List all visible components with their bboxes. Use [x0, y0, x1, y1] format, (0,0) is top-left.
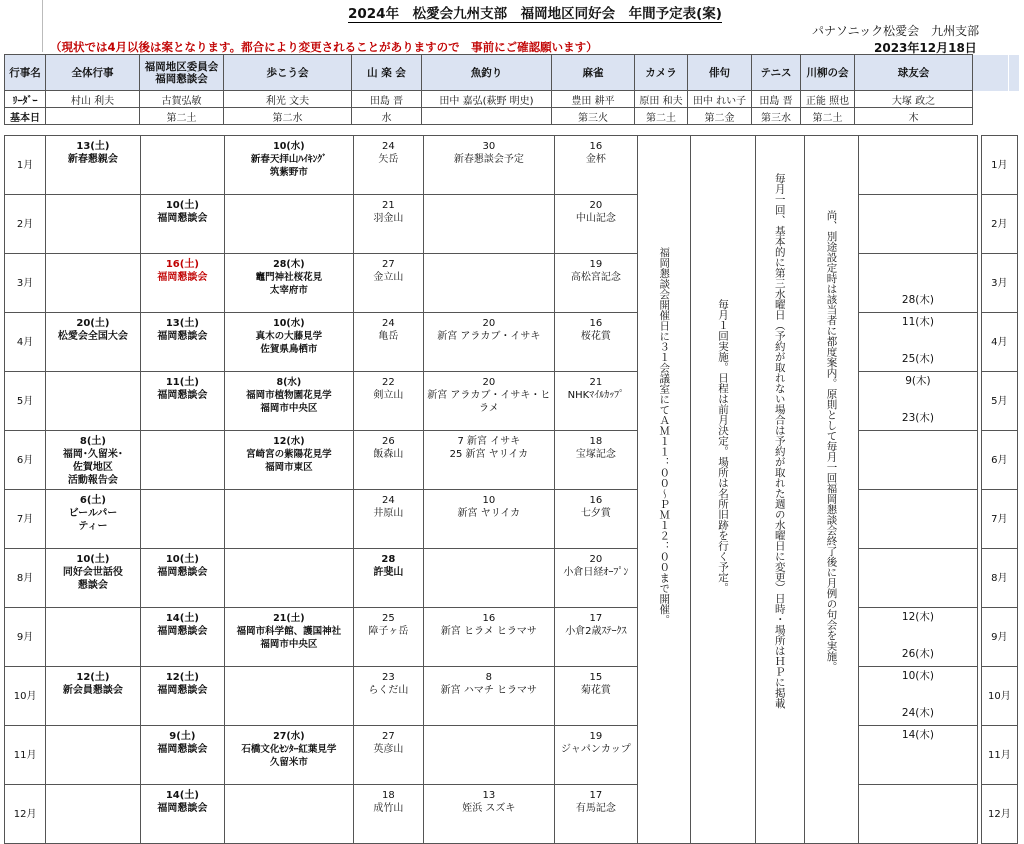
cell-kyuyu [859, 136, 978, 195]
kyuyu-dates [859, 785, 977, 843]
kyuyu-dates [859, 195, 977, 253]
month-label: 3月 [5, 254, 46, 313]
schedule-body-table [4, 135, 1018, 844]
kyuyu-date: 14(木) [901, 729, 934, 741]
leader-2: 利光 文夫 [224, 91, 352, 108]
base-day-0 [46, 108, 140, 125]
cell-mtn: 25 障子ヶ岳 [353, 608, 423, 667]
month-label-right: 8月 [981, 549, 1017, 608]
header-spacer [973, 91, 1009, 108]
base-day-2: 第二水 [224, 108, 352, 125]
cell-mj: 20 中山記念 [554, 195, 637, 254]
leader-9: 正能 照也 [801, 91, 855, 108]
month-label-right: 11月 [981, 726, 1017, 785]
month-row [5, 136, 1018, 195]
cell-fuk [140, 136, 224, 195]
month-label-right: 12月 [981, 785, 1017, 844]
tennis-notes-text: 毎月一回、基本的に第三水曜日（予約が取れない場合は予約が取れた週の水曜日に変更）日時・場所はＨＰに掲載 [773, 173, 786, 709]
cell-mtn: 18 成竹山 [353, 785, 423, 844]
cell-mtn: 26 飯森山 [353, 431, 423, 490]
kyuyu-dates [859, 136, 977, 194]
base-day-4 [422, 108, 552, 125]
kyuyu-dates [859, 490, 977, 548]
cell-walk [225, 549, 354, 608]
cell-kyuyu [859, 726, 978, 785]
cell-all [46, 372, 140, 431]
cell-mtn: 27 英彦山 [353, 726, 423, 785]
month-label: 2月 [5, 195, 46, 254]
schedule-header-table [4, 54, 1019, 125]
leader-6: 原田 和夫 [635, 91, 688, 108]
cell-fuk: 14(土) 福岡懇談会 [140, 785, 224, 844]
cell-fish: 8 新宮 ハマチ ヒラマサ [424, 667, 555, 726]
month-row [5, 372, 1018, 431]
month-label-right: 5月 [981, 372, 1017, 431]
kyuyu-date: 9(木) [905, 375, 931, 387]
cell-fish: 20 新宮 アラカブ・イサキ・ヒラメ [424, 372, 555, 431]
leader-10: 大塚 政之 [855, 91, 973, 108]
cell-all: 12(土) 新会員懇談会 [46, 667, 140, 726]
column-header-10: 球友会 [855, 55, 973, 91]
cell-mtn: 24 矢岳 [353, 136, 423, 195]
column-header-1: 福岡地区委員会 福岡懇談会 [140, 55, 224, 91]
cell-mtn: 27 金立山 [353, 254, 423, 313]
cell-all: 20(土) 松愛会全国大会 [46, 313, 140, 372]
cell-kyuyu [859, 195, 978, 254]
cell-walk [225, 490, 354, 549]
cell-kyuyu [859, 785, 978, 844]
kyuyu-date: 24(木) [901, 707, 934, 719]
senryu-notes [804, 136, 858, 844]
cell-fuk [140, 431, 224, 490]
cell-fuk: 14(土) 福岡懇談会 [140, 608, 224, 667]
cell-mtn: 24 亀岳 [353, 313, 423, 372]
row-label-category: 行事名 [5, 55, 46, 91]
leader-4: 田中 嘉弘(萩野 明史) [422, 91, 552, 108]
base-day-1: 第二土 [140, 108, 224, 125]
base-day-5: 第三火 [552, 108, 635, 125]
base-day-10: 木 [855, 108, 973, 125]
cell-fuk: 9(土) 福岡懇談会 [140, 726, 224, 785]
kyuyu-date: 25(木) [901, 353, 934, 365]
cell-walk [225, 667, 354, 726]
month-label-right: 7月 [981, 490, 1017, 549]
month-row [5, 608, 1018, 667]
kyuyu-dates [859, 372, 977, 430]
cell-walk: 28(木) 竈門神社桜花見 太宰府市 [225, 254, 354, 313]
cell-all: 6(土) ビールパー ティー [46, 490, 140, 549]
kyuyu-dates [859, 313, 977, 371]
kyuyu-date: 26(木) [901, 648, 934, 660]
month-label-right: 9月 [981, 608, 1017, 667]
haiku-notes-text: 毎月１回実施。日程は前月決定。場所は名所旧跡を行く予定。 [716, 299, 729, 593]
cell-fuk: 13(土) 福岡懇談会 [140, 313, 224, 372]
cell-fish [424, 726, 555, 785]
header-spacer [1009, 108, 1019, 125]
leader-3: 田島 晋 [352, 91, 422, 108]
header-spacer [973, 55, 1009, 91]
row-label-base-day: 基本日 [5, 108, 46, 125]
cell-kyuyu [859, 549, 978, 608]
tennis-notes [755, 136, 804, 844]
cell-mtn: 28 許斐山 [353, 549, 423, 608]
month-label: 8月 [5, 549, 46, 608]
cell-walk [225, 195, 354, 254]
cell-mtn: 21 羽金山 [353, 195, 423, 254]
cell-fuk: 12(土) 福岡懇談会 [140, 667, 224, 726]
month-label: 12月 [5, 785, 46, 844]
month-label: 11月 [5, 726, 46, 785]
cell-kyuyu [859, 431, 978, 490]
base-day-8: 第三水 [752, 108, 801, 125]
cell-fish: 13 姪浜 スズキ [424, 785, 555, 844]
cell-walk: 10(水) 新春天拝山ﾊｲｷﾝｸﾞ 筑紫野市 [225, 136, 354, 195]
cell-fish [424, 195, 555, 254]
cell-mj: 17 小倉2歳ｽﾃｰｸｽ [554, 608, 637, 667]
column-header-5: 麻雀 [552, 55, 635, 91]
cell-fish: 16 新宮 ヒラメ ヒラマサ [424, 608, 555, 667]
cell-all [46, 608, 140, 667]
cell-mj: 18 宝塚記念 [554, 431, 637, 490]
kyuyu-dates [859, 254, 977, 312]
cell-walk: 8(水) 福岡市植物園花見学 福岡市中央区 [225, 372, 354, 431]
cell-mj: 15 菊花賞 [554, 667, 637, 726]
cell-mj: 19 ジャパンカップ [554, 726, 637, 785]
leader-1: 古賀弘敏 [140, 91, 224, 108]
cell-mj: 16 金杯 [554, 136, 637, 195]
kyuyu-date: 12(木) [901, 611, 934, 623]
leader-7: 田中 れい子 [688, 91, 752, 108]
cell-walk: 10(水) 真木の大藤見学 佐賀県鳥栖市 [225, 313, 354, 372]
cell-fish: 7 新宮 イサキ 25 新宮 ヤリイカ [424, 431, 555, 490]
organization-name: パナソニック松愛会 九州支部 [812, 24, 980, 38]
cell-fish [424, 549, 555, 608]
kyuyu-date: 11(木) [901, 316, 934, 328]
cell-walk: 27(水) 石橋文化ｾﾝﾀｰ紅葉見学 久留米市 [225, 726, 354, 785]
base-day-6: 第二土 [635, 108, 688, 125]
cell-mj: 17 有馬記念 [554, 785, 637, 844]
month-row [5, 667, 1018, 726]
month-label: 9月 [5, 608, 46, 667]
cell-mj: 16 七夕賞 [554, 490, 637, 549]
cell-fuk: 10(土) 福岡懇談会 [140, 549, 224, 608]
cell-kyuyu [859, 372, 978, 431]
haiku-notes [691, 136, 755, 844]
column-header-9: 川柳の会 [801, 55, 855, 91]
cell-fuk: 10(土) 福岡懇談会 [140, 195, 224, 254]
month-label-right: 3月 [981, 254, 1017, 313]
kyuyu-dates [859, 726, 977, 784]
cell-kyuyu [859, 490, 978, 549]
header-spacer [1009, 55, 1019, 91]
month-label: 1月 [5, 136, 46, 195]
column-header-8: テニス [752, 55, 801, 91]
kyuyu-dates [859, 667, 977, 725]
cell-kyuyu [859, 313, 978, 372]
month-label-right: 2月 [981, 195, 1017, 254]
cell-fish [424, 254, 555, 313]
kyuyu-date: 28(木) [901, 294, 934, 306]
column-header-0: 全体行事 [46, 55, 140, 91]
kyuyu-dates [859, 431, 977, 489]
cell-mj: 16 桜花賞 [554, 313, 637, 372]
cell-walk [225, 785, 354, 844]
cell-all: 8(土) 福岡･久留米･ 佐賀地区 活動報告会 [46, 431, 140, 490]
cell-fuk: 16(土) 福岡懇談会 [140, 254, 224, 313]
cell-kyuyu [859, 608, 978, 667]
cell-all [46, 726, 140, 785]
cell-all: 13(土) 新春懇親会 [46, 136, 140, 195]
cell-mtn: 23 らくだ山 [353, 667, 423, 726]
month-label: 4月 [5, 313, 46, 372]
month-row [5, 431, 1018, 490]
cell-mj: 19 高松宮記念 [554, 254, 637, 313]
kyuyu-dates [859, 608, 977, 666]
kyuyu-date: 23(木) [901, 412, 934, 424]
column-header-3: 山 楽 会 [352, 55, 422, 91]
month-row [5, 785, 1018, 844]
leader-0: 村山 利夫 [46, 91, 140, 108]
cell-all [46, 254, 140, 313]
month-label-right: 6月 [981, 431, 1017, 490]
kyuyu-dates [859, 549, 977, 607]
month-label-right: 10月 [981, 667, 1017, 726]
cell-fish: 20 新宮 アラカブ・イサキ [424, 313, 555, 372]
notice-text: （現状では4月以後は案となります。都合により変更されることがありますので 事前にご確認願います） [50, 40, 598, 54]
kyuyu-date: 10(木) [901, 670, 934, 682]
senryu-notes-text: 尚、別途設定時は該当者に都度案内。原則として毎月一回福岡懇談会終了後に月例の句会を実施。 [825, 210, 838, 672]
cell-kyuyu [859, 254, 978, 313]
base-day-3: 水 [352, 108, 422, 125]
header-spacer [1009, 91, 1019, 108]
month-row [5, 549, 1018, 608]
month-label: 5月 [5, 372, 46, 431]
column-header-2: 歩こう会 [224, 55, 352, 91]
cell-all: 10(土) 同好会世話役 懇談会 [46, 549, 140, 608]
cell-fuk [140, 490, 224, 549]
row-label-leader: ﾘｰﾀﾞｰ [5, 91, 46, 108]
column-header-6: カメラ [635, 55, 688, 91]
month-label: 10月 [5, 667, 46, 726]
base-day-7: 第二金 [688, 108, 752, 125]
month-label: 6月 [5, 431, 46, 490]
month-row [5, 195, 1018, 254]
leader-8: 田島 晋 [752, 91, 801, 108]
cell-mj: 20 小倉日経ｵｰﾌﾟﾝ [554, 549, 637, 608]
month-row [5, 490, 1018, 549]
month-label-right: 1月 [981, 136, 1017, 195]
camera-notes-text: 福岡懇談会開催日に３１会議室にてＡＭ１１：００〜ＰＭ１２：００まで開催。 [658, 247, 671, 625]
cell-mtn: 24 井原山 [353, 490, 423, 549]
column-header-4: 魚釣り [422, 55, 552, 91]
page-title: 2024年 松愛会九州支部 福岡地区同好会 年間予定表(案) [348, 2, 722, 23]
cell-kyuyu [859, 667, 978, 726]
document-date: 2023年12月18日 [874, 41, 977, 55]
base-day-9: 第二土 [801, 108, 855, 125]
cell-all [46, 195, 140, 254]
leader-5: 豊田 耕平 [552, 91, 635, 108]
cell-fish: 10 新宮 ヤリイカ [424, 490, 555, 549]
left-border-line [42, 0, 43, 52]
cell-fish: 30 新春懇談会予定 [424, 136, 555, 195]
month-label: 7月 [5, 490, 46, 549]
column-header-7: 俳句 [688, 55, 752, 91]
cell-all [46, 785, 140, 844]
cell-fuk: 11(土) 福岡懇談会 [140, 372, 224, 431]
cell-walk: 12(水) 宮崎宮の紫陽花見学 福岡市東区 [225, 431, 354, 490]
month-row [5, 726, 1018, 785]
header-spacer [973, 108, 1009, 125]
cell-walk: 21(土) 福岡市科学館、護国神社 福岡市中央区 [225, 608, 354, 667]
cell-mtn: 22 剣立山 [353, 372, 423, 431]
cell-mj: 21 NHKﾏｲﾙｶｯﾌﾟ [554, 372, 637, 431]
month-row [5, 313, 1018, 372]
month-label-right: 4月 [981, 313, 1017, 372]
camera-notes [638, 136, 691, 844]
month-row [5, 254, 1018, 313]
